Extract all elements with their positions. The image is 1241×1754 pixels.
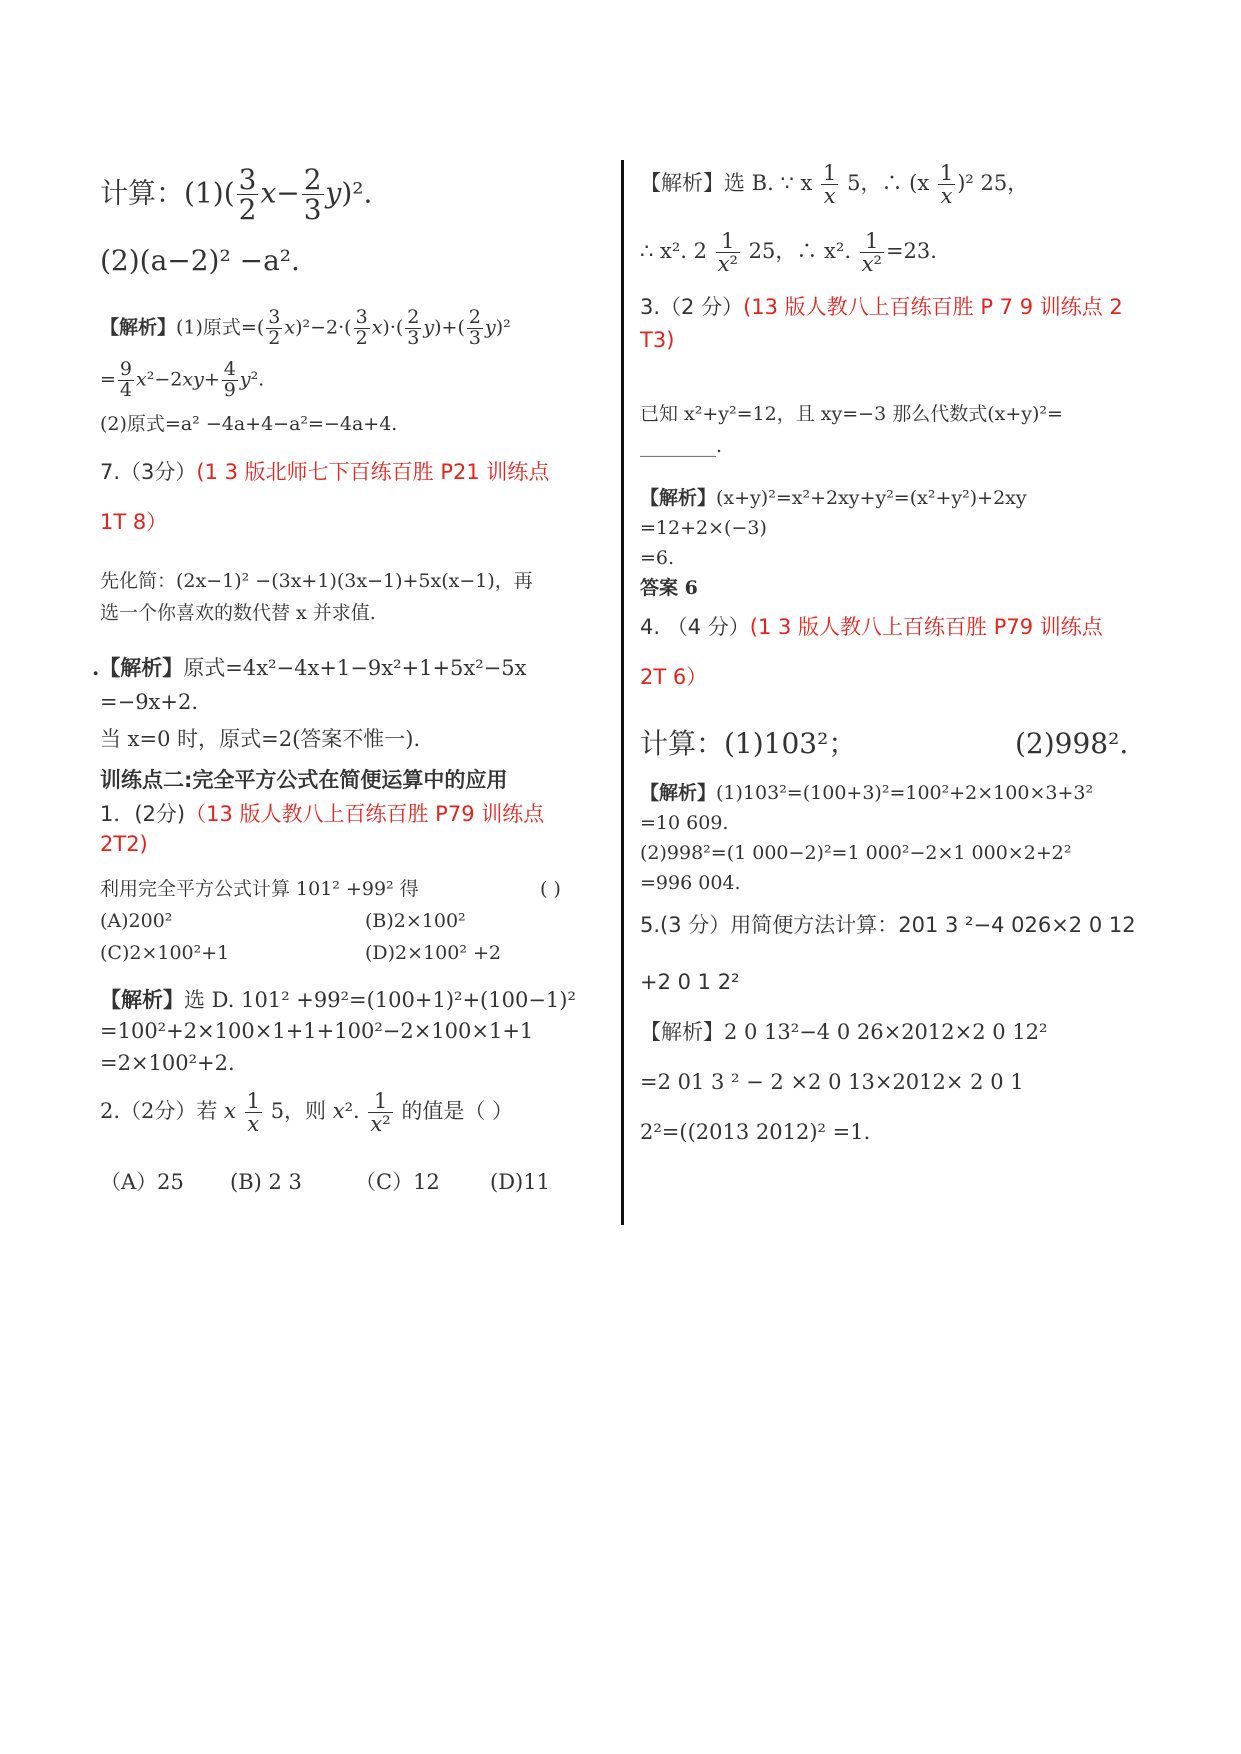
question-2-option-d: (D)11 <box>490 1170 550 1194</box>
question-3-solution-3: =6. <box>640 547 675 569</box>
question-1-solution-3: =2×100²+2. <box>100 1051 235 1075</box>
question-1-solution-2: =100²+2×100×1+1+100²−2×100×1+1 <box>100 1019 534 1043</box>
solution-1-line3: (2)原式=a² −4a+4−a²=−4a+4. <box>100 413 398 435</box>
section-title: 训练点二:完全平方公式在简便运算中的应用 <box>100 768 508 792</box>
question-3-text-2: ________. <box>640 435 723 457</box>
question-3-solution-2: =12+2×(−3) <box>640 517 767 539</box>
question-5-text-2: +2 0 1 2² <box>640 970 740 994</box>
question-2-solution-2: ∴ x². 2 $\frac{1}{\text{x²}}$ 25，∴ x². $\frac{1}{\text{x²}}$ =23. <box>640 229 937 277</box>
question-2-solution-1: 【解析】选 B. ∵ x $\frac{1}{x}$ 5，∴ (x $\frac{1}{x}$ )² 25， <box>640 161 1029 209</box>
question-3-solution-1: 【解析】(x+y)²=x²+2xy+y²=(x²+y²)+2xy <box>640 487 1027 509</box>
question-7-solution-3: 当 x=0 时，原式=2(答案不惟一). <box>100 727 421 751</box>
question-7-text-1: 先化简：(2x−1)² −(3x+1)(3x−1)+5x(x−1)，再 <box>100 570 533 592</box>
question-1-text: 利用完全平方公式计算 101² +99² 得 ( ) <box>100 878 561 900</box>
question-5-solution-2: =2 01 3 ² − 2 ×2 0 13×2012× 2 0 1 <box>640 1070 1024 1094</box>
question-4-calc-2: (2)998². <box>1015 727 1129 760</box>
question-5-solution-1: 【解析】2 0 13²−4 0 26×2012×2 0 12² <box>640 1020 1048 1044</box>
question-2-option-a: （A）25 <box>100 1170 184 1194</box>
question-2-text: 2.（2分）若 x $\frac{1}{x}$ 5，则 x². $\frac{1}{\text{x²}}$ 的值是（ ） <box>100 1089 514 1137</box>
question-2-option-b: (B) 2 3 <box>230 1170 302 1194</box>
question-1-option-d: (D)2×100² +2 <box>365 942 501 964</box>
question-7-solution-2: =−9x+2. <box>100 690 199 714</box>
question-4-source: 2T 6） <box>640 665 708 689</box>
question-5-text-1: 5.(3 分）用简便方法计算：201 3 ²−4 026×2 0 12 <box>640 913 1136 937</box>
question-1-solution-1: 【解析】选 D. 101² +99²=(100+1)²+(100−1)² <box>100 987 576 1012</box>
solution-1-line1: 【解析】(1)原式=( $\frac{3}{2}$ x)²−2·( $\frac{3}{2}$ x)·( $\frac{2}{3}$ y)+( $\frac{2}{3}$ y)² <box>100 306 511 349</box>
question-4-solution-2: =10 609. <box>640 812 729 834</box>
question-7-text-2: 选一个你喜欢的数代替 x 并求值. <box>100 602 376 624</box>
question-5-solution-3: 2²=((2013 2012)² =1. <box>640 1120 871 1144</box>
question-3-source: T3) <box>640 328 675 352</box>
calc-question-1: 计算：(1)( $\frac{3}{2}$ x− $\frac{2}{3}$ y)². <box>100 163 373 227</box>
question-3-text-1: 已知 x²+y²=12，且 xy=−3 那么代数式(x+y)²= <box>640 403 1063 425</box>
question-1-source: 2T2) <box>100 832 148 856</box>
question-4-calc-1: 计算：(1)103²； <box>640 727 857 760</box>
question-1-header: 1．(2分)（13 版人教八上百练百胜 P79 训练点 <box>100 802 545 826</box>
question-4-solution-4: =996 004. <box>640 872 741 894</box>
question-3-answer: 答案 6 <box>640 577 698 599</box>
calc-question-2: (2)(a−2)² −a². <box>100 244 300 277</box>
question-4-solution-1: 【解析】(1)103²=(100+3)²=100²+2×100×3+3² <box>640 782 1094 804</box>
question-4-header: 4. （4 分）(1 3 版人教八上百练百胜 P79 训练点 <box>640 615 1103 639</box>
column-divider <box>621 160 624 1225</box>
question-4-solution-3: (2)998²=(1 000−2)²=1 000²−2×1 000×2+2² <box>640 842 1072 864</box>
question-2-option-c: （C）12 <box>355 1170 440 1194</box>
question-3-header: 3.（2 分）(13 版人教八上百练百胜 P 7 9 训练点 2 <box>640 295 1123 319</box>
question-1-option-b: (B)2×100² <box>365 910 466 932</box>
question-7-solution-1: .【解析】原式=4x²−4x+1−9x²+1+5x²−5x <box>92 655 527 680</box>
question-1-option-c: (C)2×100²+1 <box>100 942 230 964</box>
question-7-source: 1T 8） <box>100 510 168 534</box>
solution-1-line2: = $\frac{9}{4}$ x²−2xy+ $\frac{4}{9}$ y². <box>100 358 265 401</box>
question-7-header: 7.（3分）(1 3 版北师七下百练百胜 P21 训练点 <box>100 460 550 484</box>
question-1-option-a: (A)200² <box>100 910 173 932</box>
